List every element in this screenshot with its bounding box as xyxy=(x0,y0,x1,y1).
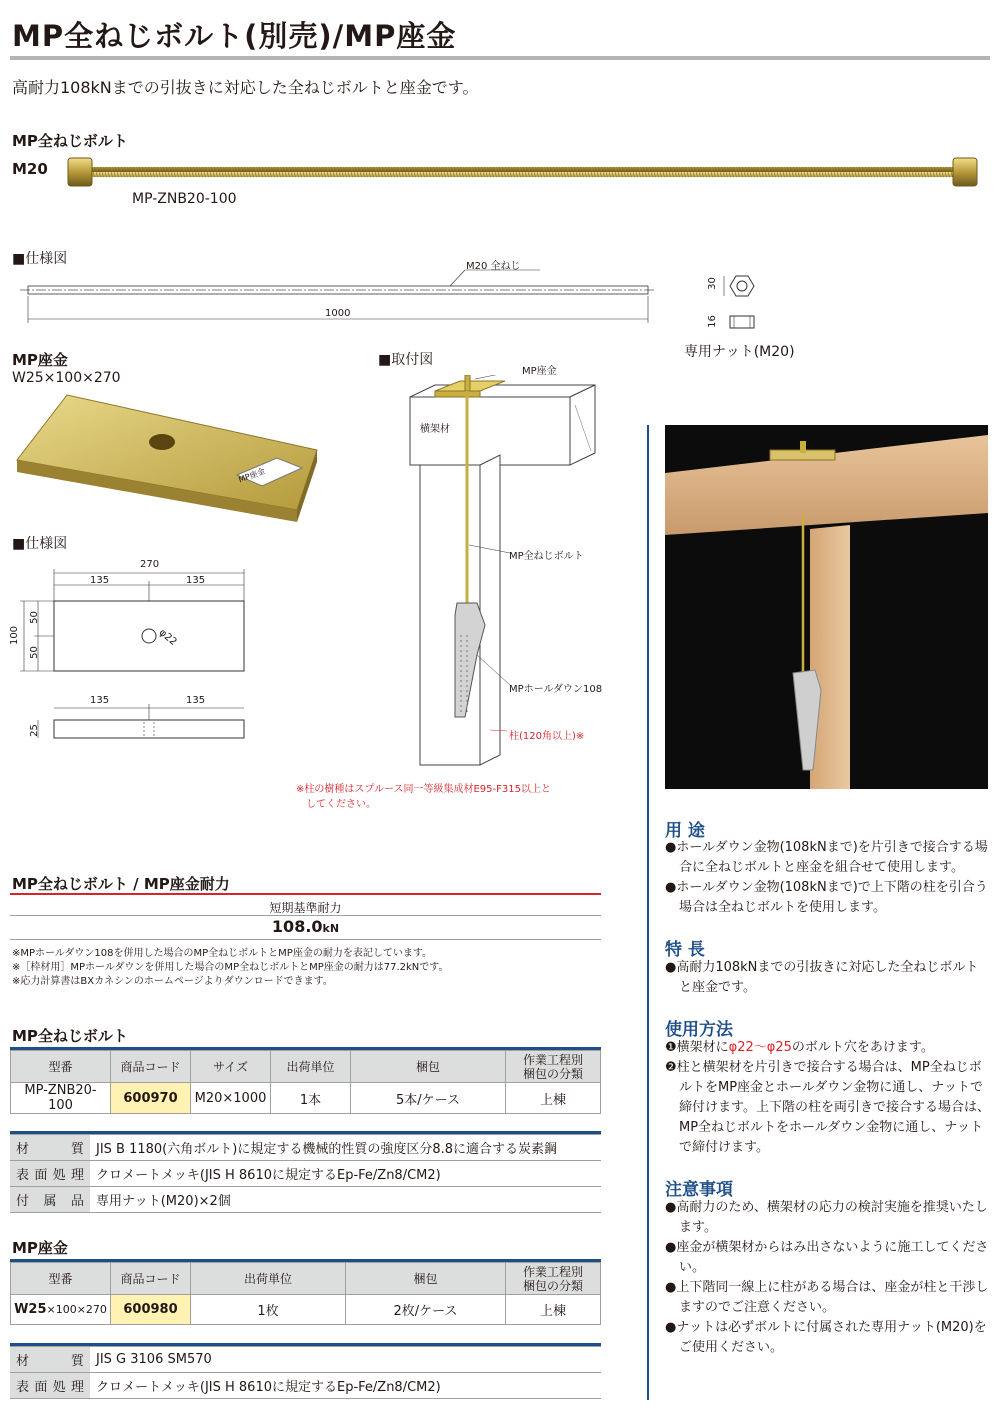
feature-heading: 特 長 xyxy=(665,940,705,960)
strength-rule xyxy=(10,893,601,895)
thread-label: M20 全ねじ xyxy=(466,261,521,272)
product-code: 600980 xyxy=(111,1295,191,1325)
strength-col-label: 短期基準耐力 xyxy=(269,901,342,915)
dim-height: 100 xyxy=(9,625,21,646)
prop-row: 表面処理 クロメートメッキ(JIS H 8610に規定するEp-Fe/Zn8/CM2) xyxy=(10,1373,601,1399)
table-row: MP-ZNB20-100 600970 M20×1000 1本 5本/ケース 上棟 xyxy=(11,1083,601,1114)
washer-spec-drawing xyxy=(10,565,250,745)
dim-total: 270 xyxy=(140,559,160,570)
table-header-row: 型番 商品コード サイズ 出荷単位 梱包 作業工程別 梱包の分類 xyxy=(11,1051,601,1083)
lbl-beam: 横架材 xyxy=(420,424,450,435)
page-title: MP全ねじボルト(別売)/MP座金 xyxy=(12,19,457,53)
bolt-heading: MP全ねじボルト xyxy=(12,132,128,150)
side-half-b: 135 xyxy=(186,695,206,706)
prop-row: 材質 JIS B 1180(六角ボルト)に規定する機械的性質の強度区分8.8に適合する炭素鋼 xyxy=(10,1135,601,1161)
bolt-spec-heading: ■仕様図 xyxy=(12,251,68,267)
bolt-size-label: M20 xyxy=(12,160,48,178)
install-note-1: ※柱の樹種はスプルース同一等級集成材E95-F315以上と xyxy=(296,784,551,795)
title-rule xyxy=(10,56,990,60)
install-drawing xyxy=(395,375,605,780)
washer-table xyxy=(10,1259,601,1325)
prop-row: 付属品 専用ナット(M20)×2個 xyxy=(10,1187,601,1213)
washer-spec-heading: ■仕様図 xyxy=(12,536,68,552)
hole-dia: φ22 xyxy=(156,627,179,648)
side-half-a: 135 xyxy=(90,695,110,706)
table-header-row: 型番 商品コード 出荷単位 梱包 作業工程別 梱包の分類 xyxy=(11,1263,601,1295)
caution-text: ●高耐力のため、横架材の応力の検討実施を推奨いたします。 ●座金が横架材からはみ出さないように施工してください。 ●上下階同一線上に柱がある場合は、座金が柱と干渉しますのでご注意ください。 ●ナットは必ずボルトに付属された専用ナット(M20)をご使用ください。 xyxy=(665,1200,989,1355)
bolt-table-heading: MP全ねじボルト xyxy=(12,1027,128,1045)
strength-value: 108.0 xyxy=(271,917,323,936)
install-heading: ■取付図 xyxy=(378,352,434,368)
right-column-rule xyxy=(647,425,649,1400)
feature-text: ●高耐力108kNまでの引抜きに対応した全ねじボルトと座金です。 xyxy=(665,960,979,995)
bolt-props xyxy=(10,1131,601,1213)
washer-size: W25×100×270 xyxy=(12,370,121,386)
washer-label: MP座金 xyxy=(237,466,267,485)
table-row: W25×100×270 600980 1枚 2枚/ケース 上棟 xyxy=(11,1295,601,1325)
nut-dim-a: 30 xyxy=(706,277,718,290)
length-dim: 1000 xyxy=(325,308,351,319)
lead-text: 高耐力108kNまでの引抜きに対応した全ねじボルトと座金です。 xyxy=(12,78,479,97)
strength-note: ※［枠材用］MPホールダウンを併用した場合のMP全ねじボルトとMP座金の耐力は77.2kNです。 xyxy=(12,962,449,973)
strength-value-cell xyxy=(10,917,601,936)
washer-table-heading: MP座金 xyxy=(12,1239,68,1257)
nut-caption: 専用ナット(M20) xyxy=(684,344,795,360)
strength-unit: kN xyxy=(322,922,340,935)
prop-row: 表面処理 クロメートメッキ(JIS H 8610に規定するEp-Fe/Zn8/CM2) xyxy=(10,1161,601,1187)
bolt-model: MP-ZNB20-100 xyxy=(132,191,237,207)
lbl-holddown: MPホールダウン108 xyxy=(509,684,603,695)
strength-notes xyxy=(12,947,449,989)
lbl-column: 柱(120角以上)※ xyxy=(509,731,585,742)
washer-heading: MP座金 xyxy=(12,351,68,369)
use-text: ●ホールダウン金物(108kNまで)を片引きで接合する場合に全ねじボルトと座金を組合せて使用します。 ●ホールダウン金物(108kNまで)で上下階の柱を引合う場合は全ねじボルトを使用します。 xyxy=(665,840,988,915)
dim-half-b: 135 xyxy=(186,575,206,586)
strength-note: ※MPホールダウン108を併用した場合のMP全ねじボルトとMP座金の耐力を表記しています。 xyxy=(12,948,433,959)
dim-h-a: 50 xyxy=(28,611,40,624)
nut-dim-b: 16 xyxy=(706,315,718,328)
strength-heading: MP全ねじボルト / MP座金耐力 xyxy=(12,875,230,893)
bolt-table xyxy=(10,1047,601,1114)
prop-row: 材質 JIS G 3106 SM570 xyxy=(10,1347,601,1373)
installation-photo xyxy=(665,425,988,789)
use-heading: 用 途 xyxy=(665,821,705,841)
lbl-washer: MP座金 xyxy=(522,366,557,377)
lbl-bolt: MP全ねじボルト xyxy=(509,551,584,562)
washer-photo xyxy=(12,390,322,525)
install-note-2: してください。 xyxy=(306,799,376,810)
dim-h-b: 50 xyxy=(28,646,40,659)
thickness-dim: 25 xyxy=(28,724,40,737)
strength-note: ※応力計算書はBXカネシンのホームページよりダウンロードできます。 xyxy=(12,976,333,987)
caution-heading: 注意事項 xyxy=(665,1180,733,1200)
method-heading: 使用方法 xyxy=(665,1020,733,1040)
method-text: ❶横架材にφ22〜φ25のボルト穴をあけます。 ❷柱と横架材を片引きで接合する場合は、MP全ねじボルトをMP座金とホールダウン金物に通し、ナットで締付けます。上下階の柱を両引きで接合する場合は、MP全ねじボルトをホールダウン金物に通し、ナットで締付けます。 xyxy=(665,1040,990,1155)
bolt-photo xyxy=(60,152,995,192)
washer-props xyxy=(10,1343,601,1399)
product-code: 600970 xyxy=(111,1083,191,1114)
dim-half-a: 135 xyxy=(90,575,110,586)
